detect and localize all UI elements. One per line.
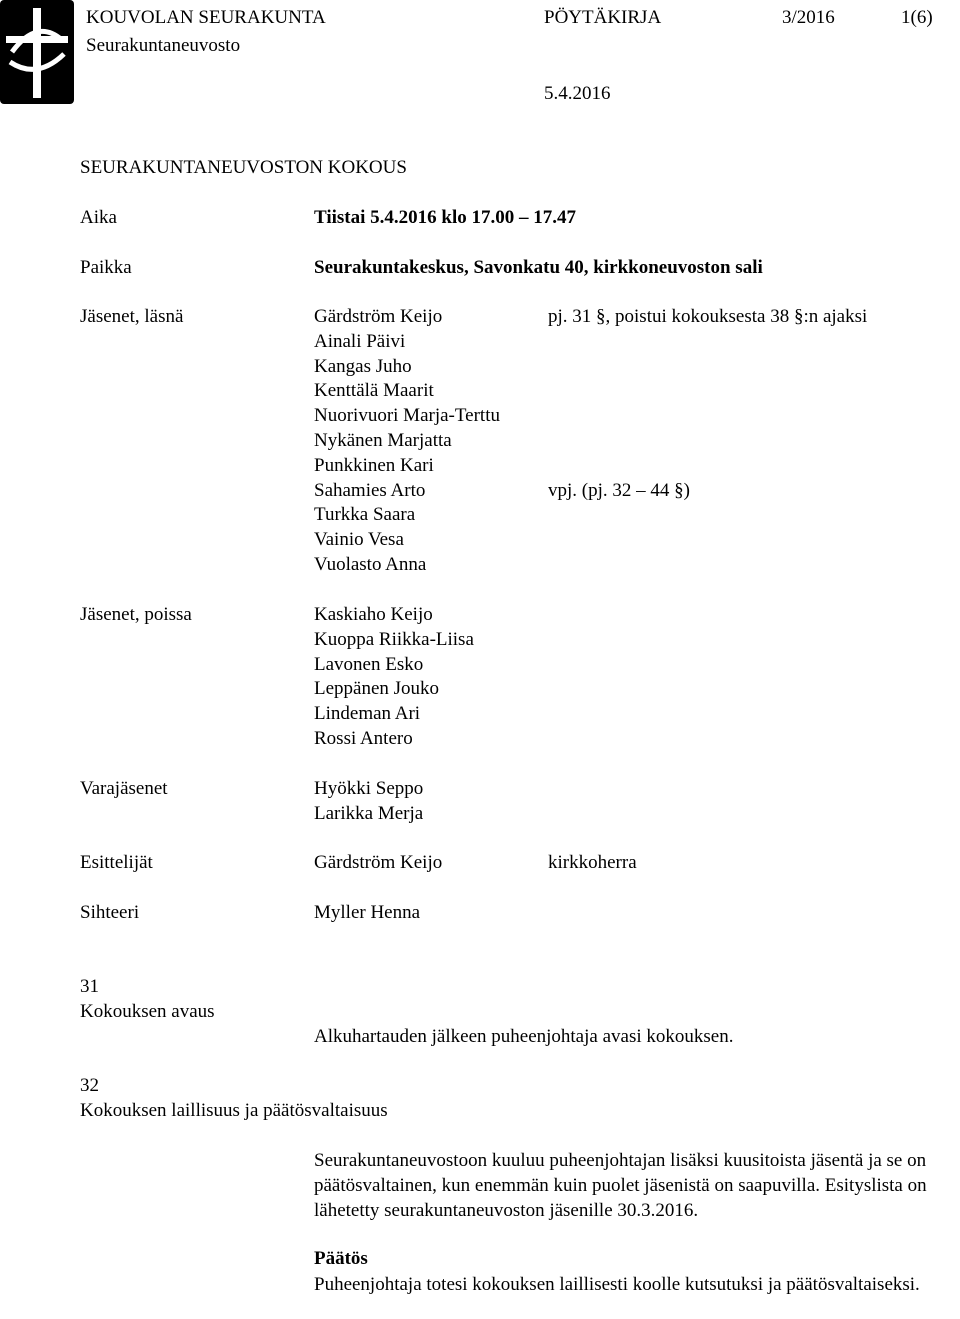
time-value: Tiistai 5.4.2016 klo 17.00 – 17.47: [314, 207, 576, 228]
presenter-role: kirkkoherra: [548, 852, 637, 873]
member-name: Kangas Juho: [314, 355, 412, 377]
item-text: Alkuhartauden jälkeen puheenjohtaja avasi kokouksen.: [314, 1026, 734, 1047]
member-name: Rossi Antero: [314, 727, 413, 749]
member-name: Vuolasto Anna: [314, 553, 427, 575]
item-text: Seurakuntaneuvostoon kuuluu puheenjohtajan lisäksi kuusitoista jäsentä ja se on päätösvaltainen, kun enemmän kuin puolet jäsenistä on saapuvilla. Esityslista on lähetetty seurakuntaneuvoston jäsenille 30.3.2016.: [314, 1150, 927, 1221]
member-name: Lindeman Ari: [314, 703, 421, 725]
meeting-title: SEURAKUNTANEUVOSTON KOKOUS: [80, 157, 407, 178]
item-number: 31: [80, 976, 99, 997]
deputies-list: [314, 777, 423, 827]
item-number: 32: [80, 1075, 99, 1096]
chair-note: pj. 31 §, poistui kokouksesta 38 §:n ajaksi: [548, 306, 868, 327]
present-list: [314, 305, 500, 578]
secretary-name: Myller Henna: [314, 902, 421, 923]
doc-date: 5.4.2016: [544, 83, 611, 104]
member-name: Gärdström Keijo: [314, 306, 443, 327]
body-name: Seurakuntaneuvosto: [86, 35, 241, 56]
member-name: Lavonen Esko: [314, 653, 424, 675]
member-name: Ainali Päivi: [314, 330, 406, 352]
presenters-label: Esittelijät: [80, 852, 153, 873]
absent-list: [314, 603, 474, 752]
present-label: Jäsenet, läsnä: [80, 306, 184, 327]
member-name: Sahamies Arto: [314, 479, 426, 501]
org-name: KOUVOLAN SEURAKUNTA: [86, 7, 326, 28]
member-name: Punkkinen Kari: [314, 454, 434, 476]
place-value: Seurakuntakeskus, Savonkatu 40, kirkkoneuvoston sali: [314, 257, 763, 278]
member-name: Kaskiaho Keijo: [314, 604, 433, 625]
time-label: Aika: [80, 207, 117, 228]
decision-label: Päätös: [314, 1248, 368, 1269]
member-name: Turkka Saara: [314, 504, 416, 526]
item-title: Kokouksen laillisuus ja päätösvaltaisuus: [80, 1100, 388, 1121]
deputies-label: Varajäsenet: [80, 778, 168, 799]
page-number: 1(6): [901, 7, 933, 28]
item-title: Kokouksen avaus: [80, 1001, 215, 1022]
parish-logo: [0, 0, 74, 104]
member-name: Vainio Vesa: [314, 529, 404, 551]
secretary-label: Sihteeri: [80, 902, 140, 923]
member-name: Nykänen Marjatta: [314, 429, 452, 451]
doc-number: 3/2016: [782, 7, 835, 28]
member-name: Hyökki Seppo: [314, 778, 424, 799]
vice-chair-note: vpj. (pj. 32 – 44 §): [548, 480, 690, 501]
absent-label: Jäsenet, poissa: [80, 604, 192, 625]
member-name: Larikka Merja: [314, 802, 424, 824]
member-name: Kenttälä Maarit: [314, 380, 434, 402]
decision-text: Puheenjohtaja totesi kokouksen laillisesti koolle kutsutuksi ja päätösvaltaiseksi.: [314, 1274, 920, 1295]
member-name: Kuoppa Riikka-Liisa: [314, 628, 474, 650]
place-label: Paikka: [80, 257, 132, 278]
presenter-name: Gärdström Keijo: [314, 852, 443, 873]
doc-type: PÖYTÄKIRJA: [544, 7, 662, 28]
member-name: Leppänen Jouko: [314, 678, 440, 700]
member-name: Nuorivuori Marja-Terttu: [314, 405, 500, 427]
